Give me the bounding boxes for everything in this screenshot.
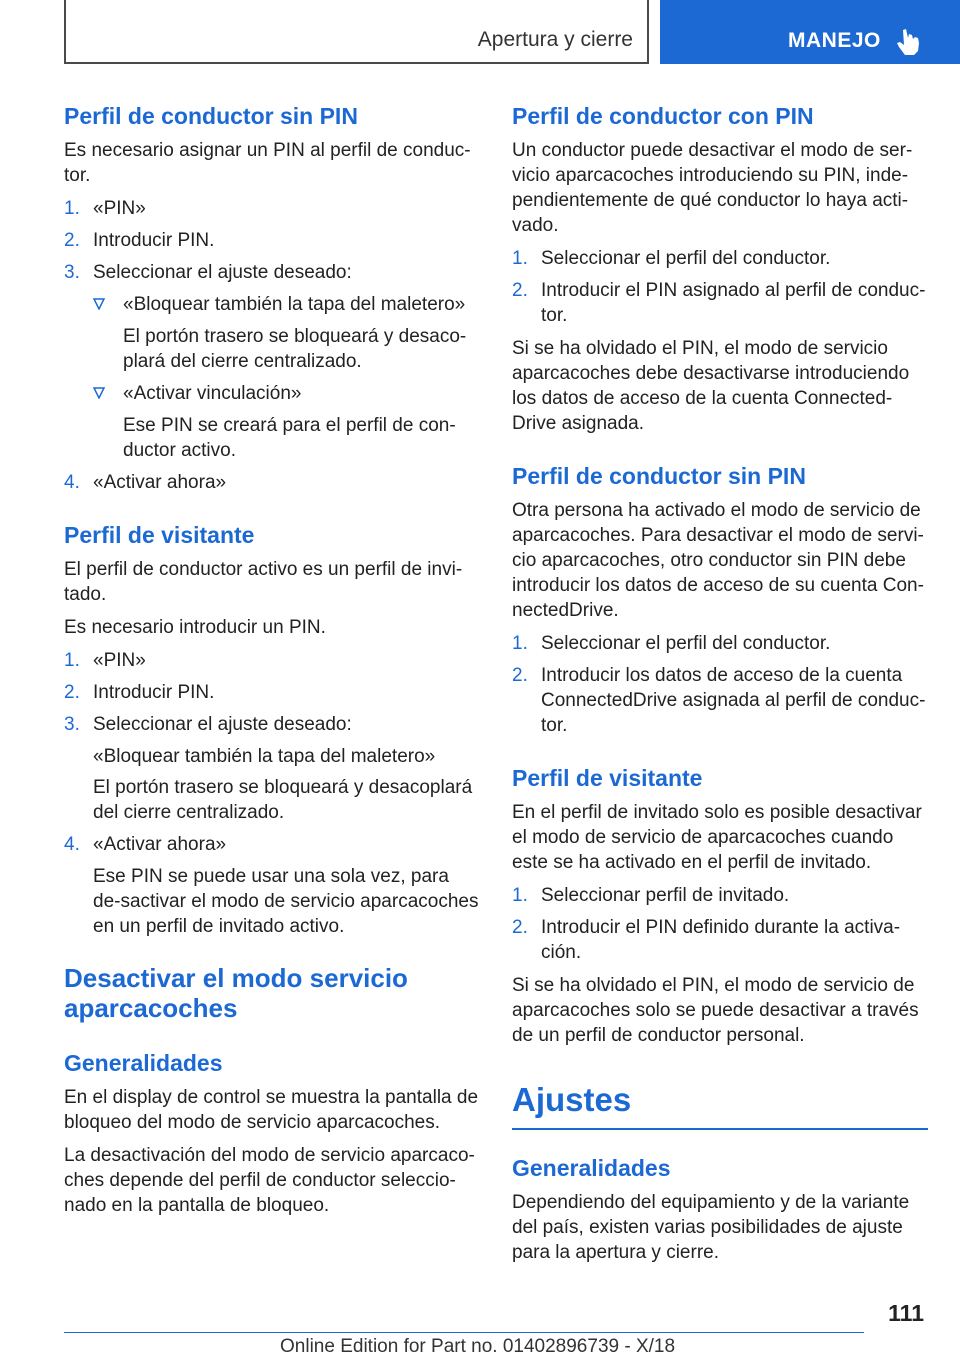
paragraph: La desactivación del modo de servicio aparcaco‐ches depende del perfil de conductor seleccio‐nado en la pantalla de bloqueo. <box>64 1145 475 1216</box>
option-item <box>93 292 480 374</box>
step-text: Introducir el PIN definido durante la activa‐ción. <box>541 917 901 963</box>
step-text: Seleccionar perfil de invitado. <box>541 885 790 906</box>
steps-list <box>64 196 480 495</box>
heading-general: Generalidades <box>512 1155 671 1181</box>
step-sub <box>93 744 480 825</box>
step-text: «PIN» <box>93 650 146 671</box>
step-number: 2. <box>512 917 528 938</box>
list-item <box>64 680 480 705</box>
footer-divider <box>64 1332 864 1333</box>
step-number: 2. <box>64 230 80 251</box>
heading-general: Generalidades <box>64 1050 223 1076</box>
option-desc: El portón trasero se bloqueará y desaco‐plará del cierre centralizado. <box>123 326 467 372</box>
list-item <box>64 832 480 939</box>
step-number: 4. <box>64 834 80 855</box>
paragraph: Otra persona ha activado el modo de servicio de aparcacoches. Para desactivar el modo de servi‐cio aparcacoches, otro conductor sin PIN debe introducir los datos de acceso de su cuenta Con‐nectedDrive. <box>512 500 924 621</box>
list-item <box>64 648 480 673</box>
paragraph: Es necesario asignar un PIN al perfil de conduc‐tor. <box>64 140 471 186</box>
step-number: 1. <box>512 885 528 906</box>
step-text: Seleccionar el perfil del conductor. <box>541 248 831 269</box>
section-title: Apertura y cierre <box>477 28 633 51</box>
step-number: 3. <box>64 714 80 735</box>
step-text: Introducir los datos de acceso de la cuenta ConnectedDrive asignada al perfil de conduc‐tor. <box>541 665 926 736</box>
list-item <box>512 246 928 271</box>
list-item <box>64 196 480 221</box>
list-item <box>512 883 928 908</box>
heading-driver-profile-no-pin: Perfil de conductor sin PIN <box>64 103 358 129</box>
paragraph: En el display de control se muestra la pantalla de bloqueo del modo de servicio aparcacoches. <box>64 1087 479 1133</box>
paragraph: Es necesario introducir un PIN. <box>64 617 326 638</box>
list-item <box>512 631 928 656</box>
list-item <box>64 260 480 463</box>
steps-list <box>512 883 928 965</box>
paragraph: «Bloquear también la tapa del maletero» <box>93 746 436 767</box>
step-text: Introducir PIN. <box>93 230 215 251</box>
step-number: 2. <box>64 682 80 703</box>
left-column <box>64 100 480 1226</box>
paragraph: En el perfil de invitado solo es posible desactivar el modo de servicio de aparcacoches cuando este se ha activado en el perfil de invitado. <box>512 802 922 873</box>
chapter-heading-settings: Ajustes <box>512 1078 928 1130</box>
section-tab <box>64 0 649 64</box>
chapter-title: MANEJO <box>788 29 881 52</box>
option-item <box>93 381 480 463</box>
heading-driver-profile-no-pin: Perfil de conductor sin PIN <box>512 463 806 489</box>
step-text: «Activar ahora» <box>93 834 227 855</box>
step-text: Seleccionar el perfil del conductor. <box>541 633 831 654</box>
heading-driver-profile-with-pin: Perfil de conductor con PIN <box>512 103 814 129</box>
edition-text: Online Edition for Part no. 01402896739 - X/18 <box>280 1336 676 1357</box>
options-list <box>93 292 480 463</box>
step-text: «Activar ahora» <box>93 472 227 493</box>
page-number: 111 <box>888 1300 924 1326</box>
paragraph: Si se ha olvidado el PIN, el modo de servicio aparcacoches debe desactivarse introduciendo los datos de acceso de la cuenta Connected‐Drive asignada. <box>512 338 910 434</box>
step-number: 1. <box>512 248 528 269</box>
steps-list <box>512 246 928 328</box>
paragraph: Si se ha olvidado el PIN, el modo de servicio de aparcacoches solo se puede desactivar a través de un perfil de conductor personal. <box>512 975 919 1046</box>
step-number: 1. <box>64 198 80 219</box>
paragraph: Ese PIN se puede usar una sola vez, para de‐sactivar el modo de servicio aparcacoches en un perfil de invitado activo. <box>93 866 479 937</box>
step-sub <box>93 864 480 939</box>
list-item <box>64 712 480 825</box>
page-header <box>0 0 960 66</box>
step-text: Seleccionar el ajuste deseado: <box>93 262 352 283</box>
step-number: 4. <box>64 472 80 493</box>
triangle-bullet-icon <box>93 298 105 310</box>
list-item <box>64 228 480 253</box>
option-label: «Activar vinculación» <box>123 383 302 404</box>
step-number: 2. <box>512 280 528 301</box>
step-number: 1. <box>64 650 80 671</box>
paragraph: El perfil de conductor activo es un perfil de invi‐tado. <box>64 559 463 605</box>
option-desc: Ese PIN se creará para el perfil de con‐ductor activo. <box>123 415 456 461</box>
heading-deactivate-valet: Desactivar el modo servicio aparcacoches <box>64 963 408 1023</box>
step-text: Introducir PIN. <box>93 682 215 703</box>
paragraph: El portón trasero se bloqueará y desacoplará del cierre centralizado. <box>93 777 473 823</box>
steps-list <box>64 648 480 939</box>
paragraph: Dependiendo del equipamiento y de la variante del país, existen varias posibilidades de ajuste para la apertura y cierre. <box>512 1192 910 1263</box>
list-item <box>512 663 928 738</box>
list-item <box>512 915 928 965</box>
right-column <box>512 100 928 1273</box>
list-item <box>512 278 928 328</box>
step-text: Introducir el PIN asignado al perfil de conduc‐tor. <box>541 280 926 326</box>
heading-visitor-profile: Perfil de visitante <box>64 522 255 548</box>
chapter-tab <box>660 0 960 64</box>
step-text: Seleccionar el ajuste deseado: <box>93 714 352 735</box>
page-footer <box>0 1300 960 1362</box>
step-number: 2. <box>512 665 528 686</box>
list-item <box>64 470 480 495</box>
paragraph: Un conductor puede desactivar el modo de ser‐vicio aparcacoches introduciendo su PIN, inde‐pendientemente de qué conductor lo haya acti‐vado. <box>512 140 913 236</box>
option-label: «Bloquear también la tapa del maletero» <box>123 294 466 315</box>
hand-pointer-icon <box>894 26 924 56</box>
step-number: 1. <box>512 633 528 654</box>
triangle-bullet-icon <box>93 387 105 399</box>
heading-visitor-profile: Perfil de visitante <box>512 765 703 791</box>
step-number: 3. <box>64 262 80 283</box>
step-text: «PIN» <box>93 198 146 219</box>
steps-list <box>512 631 928 738</box>
